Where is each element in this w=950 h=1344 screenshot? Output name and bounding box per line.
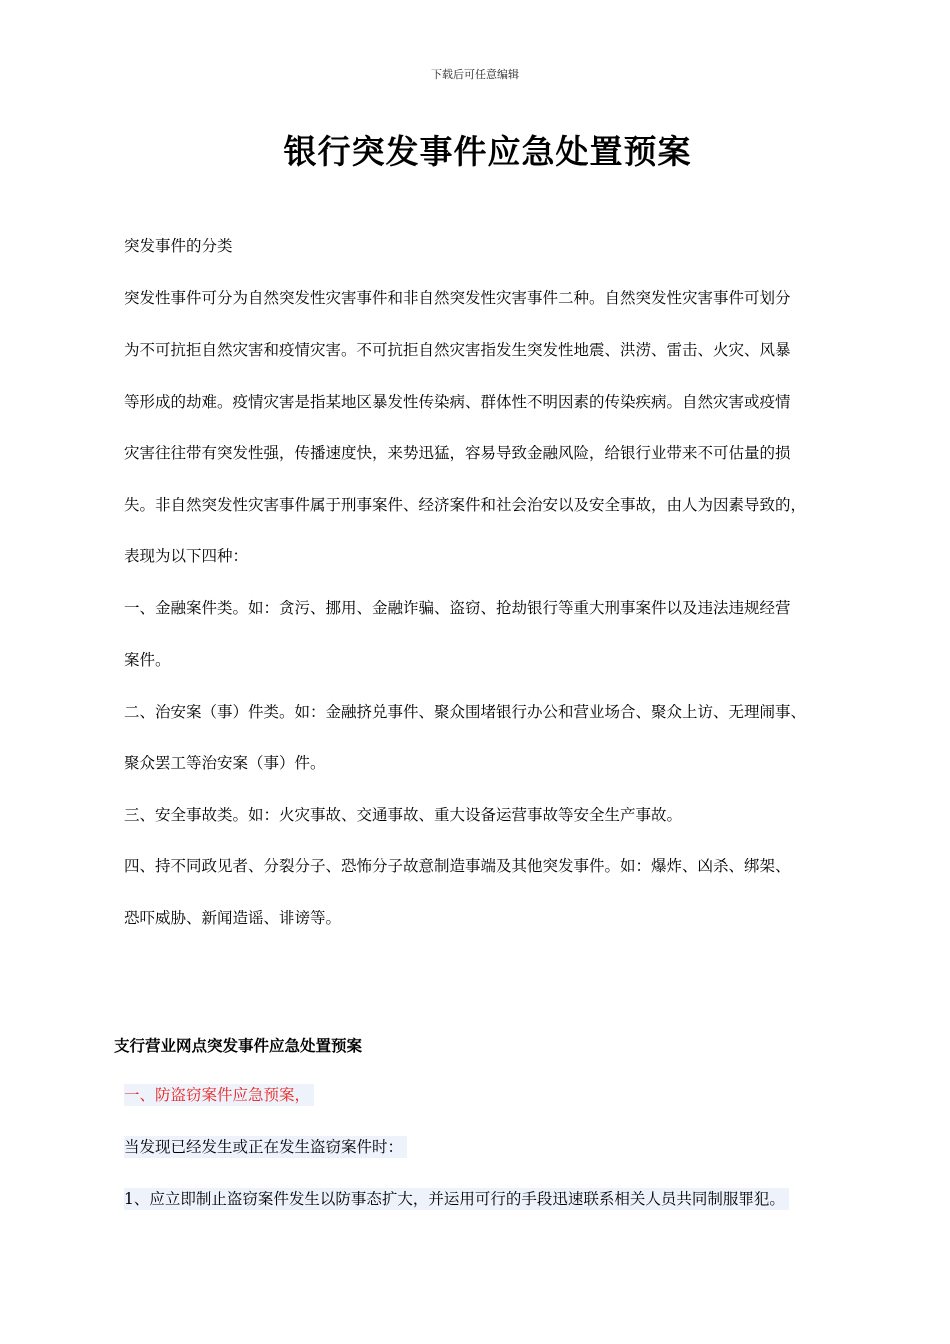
paragraph-line [124, 1189, 789, 1209]
paragraph-line [124, 1137, 407, 1157]
red-heading-text: 一、防盗窃案件应急预案， [124, 1084, 314, 1106]
subsection-heading [124, 1085, 314, 1105]
page-header: 下载后可任意编辑 [431, 68, 519, 81]
paragraph-line: 四、持不同政见者、分裂分子、恐怖分子故意制造事端及其他突发事件。如：爆炸、凶杀、绑架、 [124, 857, 791, 875]
paragraph-line: 一、金融案件类。如：贪污、挪用、金融诈骗、盗窃、抢劫银行等重大刑事案件以及违法违规经营 [124, 599, 791, 617]
paragraph-line: 二、治安案（事）件类。如：金融挤兑事件、聚众围堵银行办公和营业场合、聚众上访、无理闹事、 [124, 703, 807, 721]
document-title: 银行突发事件应急处置预案 [283, 132, 692, 171]
section-title: 支行营业网点突发事件应急处置预案 [114, 1037, 363, 1055]
paragraph-line: 恐吓威胁、新闻造谣、诽谤等。 [124, 909, 342, 927]
paragraph-line: 灾害往往带有突发性强，传播速度快，来势迅猛，容易导致金融风险，给银行业带来不可估量的损 [124, 444, 791, 462]
paragraph-line: 聚众罢工等治安案（事）件。 [124, 754, 326, 772]
paragraph-line: 失。非自然突发性灾害事件属于刑事案件、经济案件和社会治安以及安全事故，由人为因素导致的， [124, 496, 807, 514]
highlighted-text: 1、应立即制止盗窃案件发生以防事态扩大，并运用可行的手段迅速联系相关人员共同制服罪犯。 [124, 1188, 789, 1210]
paragraph-line: 突发性事件可分为自然突发性灾害事件和非自然突发性灾害事件二种。自然突发性灾害事件可划分 [124, 289, 791, 307]
paragraph-line: 三、安全事故类。如：火灾事故、交通事故、重大设备运营事故等安全生产事故。 [124, 806, 683, 824]
paragraph-line: 案件。 [124, 651, 171, 669]
paragraph-line: 表现为以下四种： [124, 547, 249, 565]
paragraph-line: 为不可抗拒自然灾害和疫情灾害。不可抗拒自然灾害指发生突发性地震、洪涝、雷击、火灾、风暴 [124, 341, 791, 359]
paragraph-line: 突发事件的分类 [124, 237, 233, 255]
highlighted-text: 当发现已经发生或正在发生盗窃案件时： [124, 1136, 407, 1158]
paragraph-line: 等形成的劫难。疫情灾害是指某地区暴发性传染病、群体性不明因素的传染疾病。自然灾害或疫情 [124, 393, 791, 411]
